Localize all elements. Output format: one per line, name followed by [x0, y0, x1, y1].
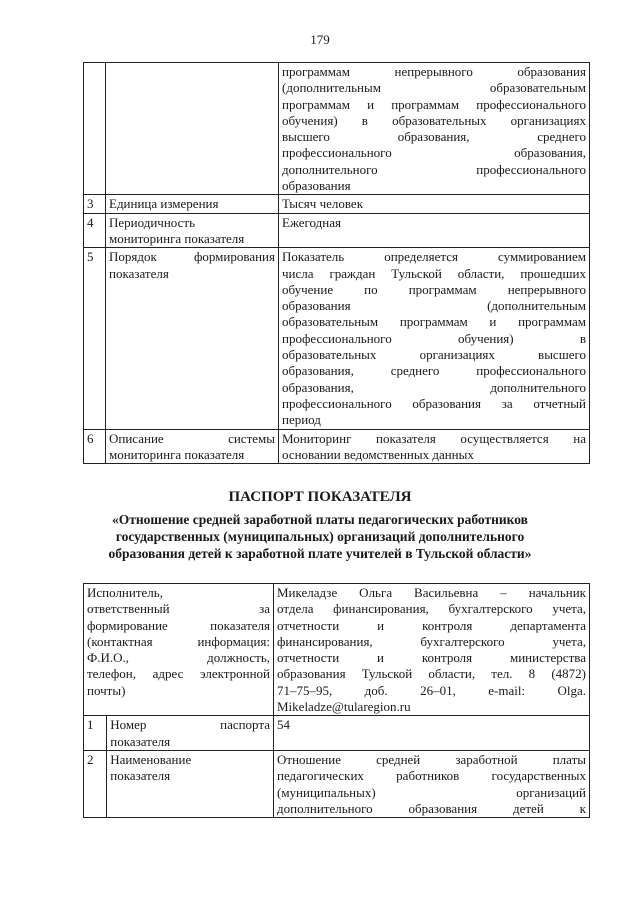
row-label-cell	[106, 248, 279, 429]
value-line: профессионального образования за отчетный	[282, 395, 586, 411]
row-label-cell	[106, 429, 279, 464]
row-label-cell	[107, 750, 274, 817]
label-line: Ф.И.О., должность,	[87, 650, 270, 666]
value-line: числа граждан Тульской области, прошедших	[282, 265, 586, 281]
value-line: программам и программам профессионального	[282, 96, 586, 112]
row-label-cell	[106, 213, 279, 248]
value-line: дополнительного образования детей к	[277, 800, 586, 816]
label-line: телефон, адрес электронной	[87, 666, 270, 682]
value-line: образовательным программам и программам	[282, 314, 586, 330]
passport-subtitle-line: государственных (муниципальных) организаций дополнительного	[115, 529, 525, 544]
value-line: Mikeladze@tularegion.ru	[277, 699, 411, 715]
value-line: образования Тульской области, тел. 8 (4872)	[277, 666, 586, 682]
table-row	[84, 584, 590, 716]
value-line: образования	[282, 178, 351, 194]
value-line: Ежегодная	[282, 214, 341, 230]
label-line: показателя	[109, 265, 169, 281]
value-line: педагогических работников государственных	[277, 768, 586, 784]
value-line: отчетности и контроля министерства	[277, 650, 586, 666]
label-line: ответственный за	[87, 601, 270, 617]
row-value-cell	[274, 716, 590, 751]
value-line: период	[282, 412, 321, 428]
passport-title: ПАСПОРТ ПОКАЗАТЕЛЯ	[228, 489, 412, 505]
table-row	[84, 429, 590, 464]
value-line: профессионального обучения) в	[282, 330, 586, 346]
table-row	[84, 195, 590, 213]
row-label-cell	[107, 716, 274, 751]
value-line: финансирования, бухгалтерского учета,	[277, 633, 586, 649]
label-line: Описание системы	[109, 430, 275, 446]
indicator-table-continued	[83, 62, 590, 464]
label-line: формирование показателя	[87, 617, 270, 633]
label-line: Периодичность	[109, 214, 196, 230]
value-line: Показатель определяется суммированием	[282, 249, 586, 265]
value-line: 71–75–95, доб. 26–01, e-mail: Olga.	[277, 682, 586, 698]
row-value-cell	[279, 213, 590, 248]
page-number: 179	[310, 32, 330, 47]
label-line: Исполнитель,	[87, 585, 163, 600]
row-number-cell: 5	[84, 248, 106, 429]
label-line: (контактная информация:	[87, 633, 270, 649]
label-line: показателя	[110, 733, 171, 749]
label-line: почты)	[87, 682, 126, 698]
row-number-cell: 4	[84, 213, 106, 248]
table-row	[84, 213, 590, 248]
value-line: (муниципальных) организаций	[277, 784, 586, 800]
value-line: программам непрерывного образования	[282, 64, 586, 79]
value-line: образования (дополнительным	[282, 298, 586, 314]
table-row	[84, 63, 590, 195]
table-row	[84, 716, 590, 751]
row-label-cell	[106, 63, 279, 195]
passport-subtitle-line: «Отношение средней заработной платы педагогических работников	[112, 512, 528, 527]
label-line: мониторинга показателя	[109, 446, 245, 462]
passport-table	[83, 583, 590, 818]
value-line: обучения) в образовательных организациях	[282, 112, 586, 128]
value-line: образовательных организациях высшего	[282, 347, 586, 363]
value-line: профессионального образования,	[282, 145, 586, 161]
value-line: обучение по программам непрерывного	[282, 281, 586, 297]
value-line: (дополнительным образовательным	[282, 80, 586, 96]
row-value-cell	[279, 248, 590, 429]
executor-label-cell	[84, 584, 274, 716]
value-line: отдела финансирования, бухгалтерского учета,	[277, 601, 586, 617]
value-line: Мониторинг показателя осуществляется на	[282, 430, 586, 446]
row-number-cell: 2	[84, 750, 107, 817]
row-value-cell	[279, 195, 590, 213]
value-line: образования, дополнительного	[282, 379, 586, 395]
row-label-cell	[106, 195, 279, 213]
row-value-cell	[279, 429, 590, 464]
value-line: Микеладзе Ольга Васильевна – начальник	[277, 585, 586, 600]
value-line: Тысяч человек	[282, 196, 364, 212]
label-line: мониторинга показателя	[109, 230, 245, 246]
label-line: показателя	[110, 768, 171, 784]
row-number-cell: 6	[84, 429, 106, 464]
row-number-cell	[84, 63, 106, 195]
executor-value-cell	[274, 584, 590, 716]
label-line: Порядок формирования	[109, 249, 275, 265]
value-line: 54	[277, 717, 290, 733]
passport-subtitle-line: образования детей к заработной плате учителей в Тульской области»	[108, 546, 532, 561]
continued-value-cell	[279, 63, 590, 195]
value-line: отчетности и контроля департамента	[277, 617, 586, 633]
value-line: высшего образования, среднего	[282, 129, 586, 145]
value-line: Отношение средней заработной платы	[277, 751, 586, 767]
value-line: дополнительного профессионального	[282, 161, 586, 177]
value-line: образования, среднего профессионального	[282, 363, 586, 379]
row-value-cell	[274, 750, 590, 817]
row-number-cell: 3	[84, 195, 106, 213]
row-number-cell: 1	[84, 716, 107, 751]
label-line: Наименование	[110, 751, 192, 767]
table-row	[84, 248, 590, 429]
label-line: Единица измерения	[109, 196, 219, 212]
label-line: Номер паспорта	[110, 717, 270, 733]
value-line: основании ведомственных данных	[282, 446, 474, 462]
table-row	[84, 750, 590, 817]
